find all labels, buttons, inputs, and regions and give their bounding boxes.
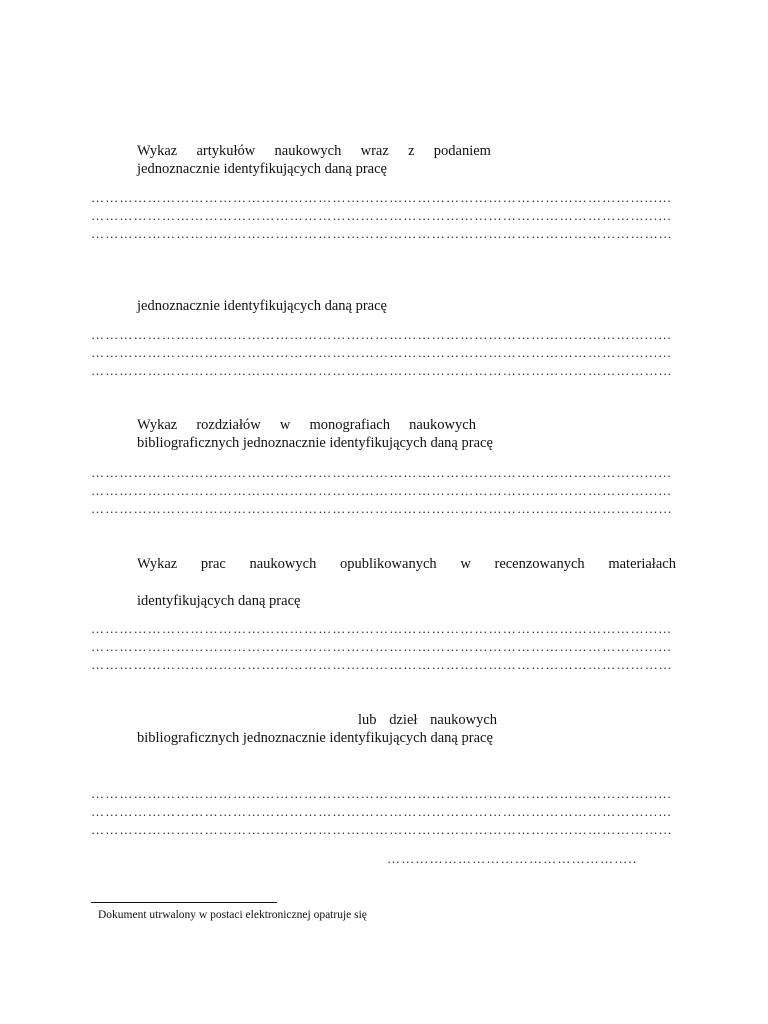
section3-dot-line: …………………………………………………………………………………………………………... [91, 501, 673, 516]
section1-dot-line: ………………………………………………………………………………………………………...… [91, 190, 673, 205]
section2-dot-line: ………………………………………………………………………………………………………...… [91, 345, 673, 360]
section1-heading-word: artykułów [196, 143, 256, 159]
section1-heading-word: podaniem [433, 143, 491, 159]
section5-heading-word: lub [358, 712, 377, 728]
section3-subline: bibliograficznych jednoznacznie identyfikujących daną pracę [137, 435, 493, 451]
section2-dot-line: ………………………………………………………………………………………………………...… [91, 327, 673, 342]
section3-heading-word: Wykaz [137, 417, 178, 433]
section4-heading-word: w [460, 556, 471, 572]
section5-dot-line: ………………………………………………………………………………………………………...… [91, 804, 673, 819]
section2-subline: jednoznacznie identyfikujących daną pracę [137, 298, 387, 314]
footnote-separator [91, 902, 277, 903]
section5-dot-line: …………………………………………………………………………………………………………... [91, 822, 673, 837]
section1-dot-line: …………………………………………………………………………………………………………... [91, 226, 673, 241]
section5-heading-word: naukowych [430, 712, 497, 728]
section5-heading-word: dzieł [389, 712, 418, 728]
section3-heading-word: naukowych [409, 417, 476, 433]
section4-dot-line: …………………………………………………………………………………………………………... [91, 657, 673, 672]
footnote-text: Dokument utrwalony w postaci elektronicznej opatruje się [98, 909, 367, 921]
section3-heading [137, 416, 476, 434]
section1-heading-word: z [408, 143, 415, 159]
section2-dot-line: …………………………………………………………………………………………………………... [91, 363, 673, 378]
section5-heading [358, 711, 497, 729]
section5-subline: bibliograficznych jednoznacznie identyfikujących daną pracę [137, 730, 493, 746]
section3-dot-line: ………………………………………………………………………………………………………...… [91, 465, 673, 480]
section4-heading-word: opublikowanych [340, 556, 437, 572]
section1-subline: jednoznacznie identyfikujących daną pracę [137, 161, 387, 177]
section4-dot-line: ………………………………………………………………………………………………………...… [91, 639, 673, 654]
section1-heading-word: Wykaz [137, 143, 178, 159]
section3-heading-word: monografiach [309, 417, 390, 433]
section4-heading-word: Wykaz [137, 556, 178, 572]
section4-heading-word: recenzowanych [494, 556, 585, 572]
section1-heading-word: naukowych [274, 143, 342, 159]
section1-heading [137, 142, 491, 160]
section4-dot-line: ………………………………………………………………………………………………………...… [91, 621, 673, 636]
section4-heading [137, 555, 676, 573]
section4-heading-word: naukowych [249, 556, 317, 572]
section1-dot-line: ………………………………………………………………………………………………………...… [91, 208, 673, 223]
section1-heading-word: wraz [360, 143, 389, 159]
section3-heading-word: rozdziałów [196, 417, 261, 433]
section4-heading-word: materiałach [608, 556, 676, 572]
signature-dot-line: …………………………………………….. [387, 851, 638, 866]
section3-heading-word: w [279, 417, 291, 433]
section5-dot-line: ………………………………………………………………………………………………………...… [91, 786, 673, 801]
section4-heading-word: prac [200, 556, 226, 572]
section4-subline: identyfikujących daną pracę [137, 593, 301, 609]
section3-dot-line: ………………………………………………………………………………………………………...… [91, 483, 673, 498]
